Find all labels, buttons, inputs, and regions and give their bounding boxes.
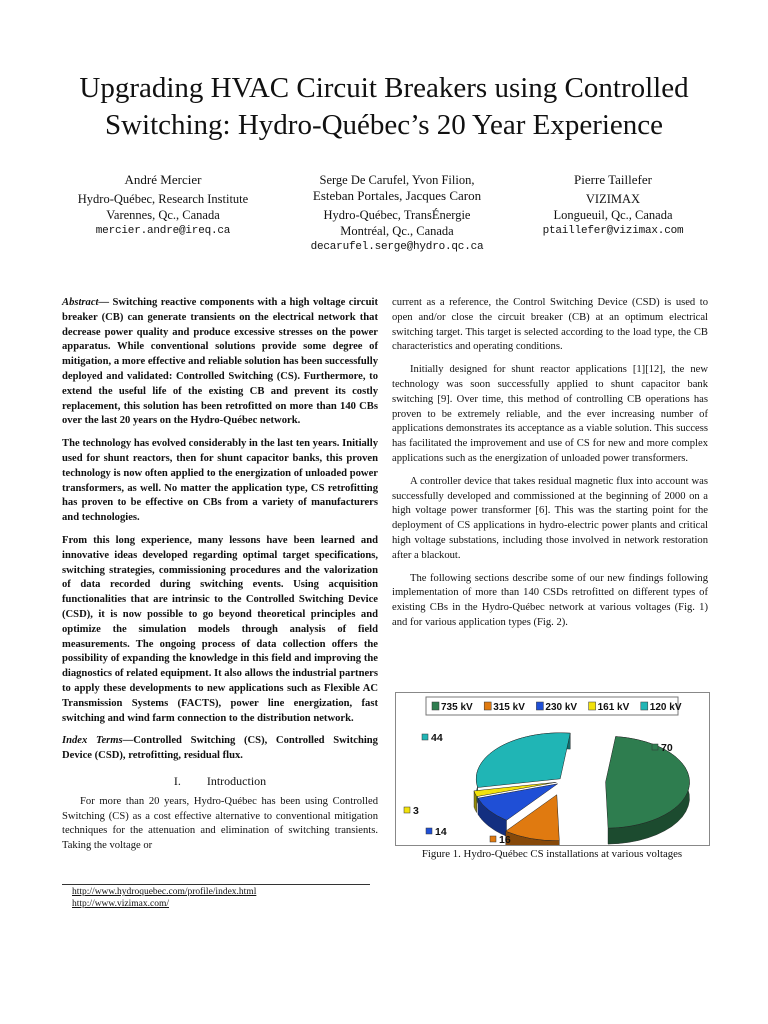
data-label: 16 — [499, 834, 511, 845]
body-paragraph: Initially designed for shunt reactor applications [1][12], the new technology was soon successfully applied to shunt capacitor bank switching [9]. Over time, this method of controlling CB operations has proven to be extremely reliable, and the ever increasing number of applications demonstrates its acceptance as a viable solution. This success has facilitated the improvement and use of CS for new and more complex applications such as the energization of unloaded power transformers. — [392, 364, 708, 464]
abstract-paragraph-3: From this long experience, many lessons have been learned and innovative ideas developed regarding optimal target specifications, switching strategies, commissioning procedures and the valorization of data recorded during switching events. Using acquisition functionalities that are intrinsic to the Controlled Switching Device (CSD), it is now possible to go beyond theoretical principles and optimize the simulation models through analysis of field measurements. The ongoing process of data collection offers the possibility of expanding the knowledge in this field and improving the diagnostics of related equipment. It also allows the industrial partners to apply these developments to new applications such as Flexible AC Transmission Systems (FACTS), power line energization, fast switching and wind farm connection to the distribution network. — [62, 534, 378, 724]
index-terms-label: Index Terms — [62, 735, 123, 747]
data-label: 3 — [413, 805, 419, 817]
paper-title: Upgrading HVAC Circuit Breakers using Controlled Switching: Hydro-Québec’s 20 Year Experience — [79, 72, 689, 141]
data-label: 70 — [661, 742, 673, 754]
author-block-1 — [58, 172, 268, 239]
data-label: 14 — [435, 826, 447, 838]
footnote-link[interactable]: http://www.vizimax.com/ — [72, 899, 170, 909]
footnote-link[interactable]: http://www.hydroquebec.com/profile/index.html — [72, 887, 257, 897]
legend-label: 230 kV — [545, 702, 578, 713]
legend-label: 315 kV — [493, 702, 525, 713]
data-label-marker — [652, 744, 658, 750]
author-location: Montréal, Qc., Canada — [340, 224, 454, 238]
footnotes — [72, 886, 256, 910]
right-column — [392, 296, 708, 639]
section-number: I. — [173, 773, 181, 788]
index-terms — [62, 734, 378, 764]
author-block-3 — [520, 172, 706, 239]
legend-label: 735 kV — [441, 702, 473, 713]
abstract-paragraph — [62, 296, 378, 429]
author-email[interactable]: mercier.andre@ireq.ca — [95, 225, 231, 237]
intro-paragraph: For more than 20 years, Hydro-Québec has been using Controlled Switching (CS) as a cost effective alternative to conventional mitigation techniques for the attenuation and elimination of switching transients. Taking the voltage or — [62, 795, 378, 852]
section-title: Introduction — [206, 773, 267, 788]
index-terms-text: —Controlled Switching (CS), Controlled Switching Device (CSD), retrofitting, residual flux. — [62, 735, 378, 762]
section-heading — [62, 774, 378, 789]
author-block-2 — [282, 172, 512, 255]
legend-swatch — [432, 702, 439, 710]
author-name-line: Esteban Portales, Jacques Caron — [312, 188, 482, 203]
left-column — [62, 296, 378, 862]
figure-1-caption: Figure 1. Hydro-Québec CS installations at various voltages — [421, 848, 683, 860]
body-paragraph: The following sections describe some of our new findings following implementation of more than 140 CSDs retrofitted on different types of existing CBs in the Hydro-Québec network at various voltages (Fig. 1) and for various application types (Fig. 2). — [392, 572, 708, 628]
data-label-marker — [426, 828, 432, 834]
pie-slice — [606, 736, 690, 844]
author-location: Longueuil, Qc., Canada — [553, 208, 673, 222]
author-affiliation: Hydro-Québec, TransÉnergie — [323, 208, 471, 222]
data-label-marker — [404, 807, 410, 813]
abstract-text: Switching reactive components with a high voltage circuit breaker (CB) can generate transients on the electrical network that decrease power quality and produce excessive stresses on the power apparatus. While conventional solutions provide some degree of mitigation, a more effective and reliable solution has been successfully deployed and validated: Controlled Switching (CS). Furthermore, to extend the useful life of the existing CB and prevent its costly replacement, this solution has been retrofitted on more than 140 CBs over the last 20 years on the Hydro-Québec network. — [62, 297, 378, 427]
author-name-line: Serge De Carufel, Yvon Filion, — [319, 173, 475, 187]
legend-swatch — [589, 702, 596, 710]
body-paragraph: current as a reference, the Control Switching Device (CSD) is used to open and/or close the circuit breaker (CB) at an optimum electrical switching target. This target is selected according to the load type, the CB characteristics and operating conditions. — [392, 297, 708, 353]
author-location: Varennes, Qc., Canada — [106, 208, 220, 222]
data-label: 44 — [431, 732, 443, 744]
footnote-divider — [62, 884, 370, 885]
author-name: André Mercier — [124, 172, 202, 187]
legend-label: 120 kV — [649, 702, 682, 713]
author-email[interactable]: decarufel.serge@hydro.qc.ca — [310, 241, 484, 253]
pie-chart-svg — [396, 693, 709, 845]
author-affiliation: Hydro-Québec, Research Institute — [77, 192, 249, 206]
author-email[interactable]: ptaillefer@vizimax.com — [542, 225, 684, 237]
data-label-marker — [490, 836, 496, 842]
abstract-label: Abstract— — [62, 297, 110, 308]
legend-label: 161 kV — [597, 702, 630, 713]
legend-swatch — [484, 702, 491, 710]
abstract-paragraph-2: The technology has evolved considerably in the last ten years. Initially used for shunt reactors, then for shunt capacitor banks, this proven technology is now often applied to the energization of unloaded power transformers, as well. No matter the application type, CS retrofitting has proven to be effective on CBs from a variety of manufacturers and technologies. — [62, 438, 378, 524]
pie-slice-top — [476, 733, 570, 788]
data-label-marker — [422, 734, 428, 740]
author-name: Pierre Taillefer — [574, 172, 652, 187]
figure-1-chart — [395, 692, 710, 846]
legend-swatch — [536, 702, 543, 710]
body-paragraph: A controller device that takes residual magnetic flux into account was successfully developed and commissioned at the beginning of 2000 on a high voltage power transformer [6]. This was the starting point for the deployment of CS applications in hydro-electric power plants and critical high voltage substations, including those involved in network restoration after a blackout. — [392, 475, 708, 561]
legend-swatch — [641, 702, 648, 710]
author-affiliation: VIZIMAX — [585, 192, 641, 206]
